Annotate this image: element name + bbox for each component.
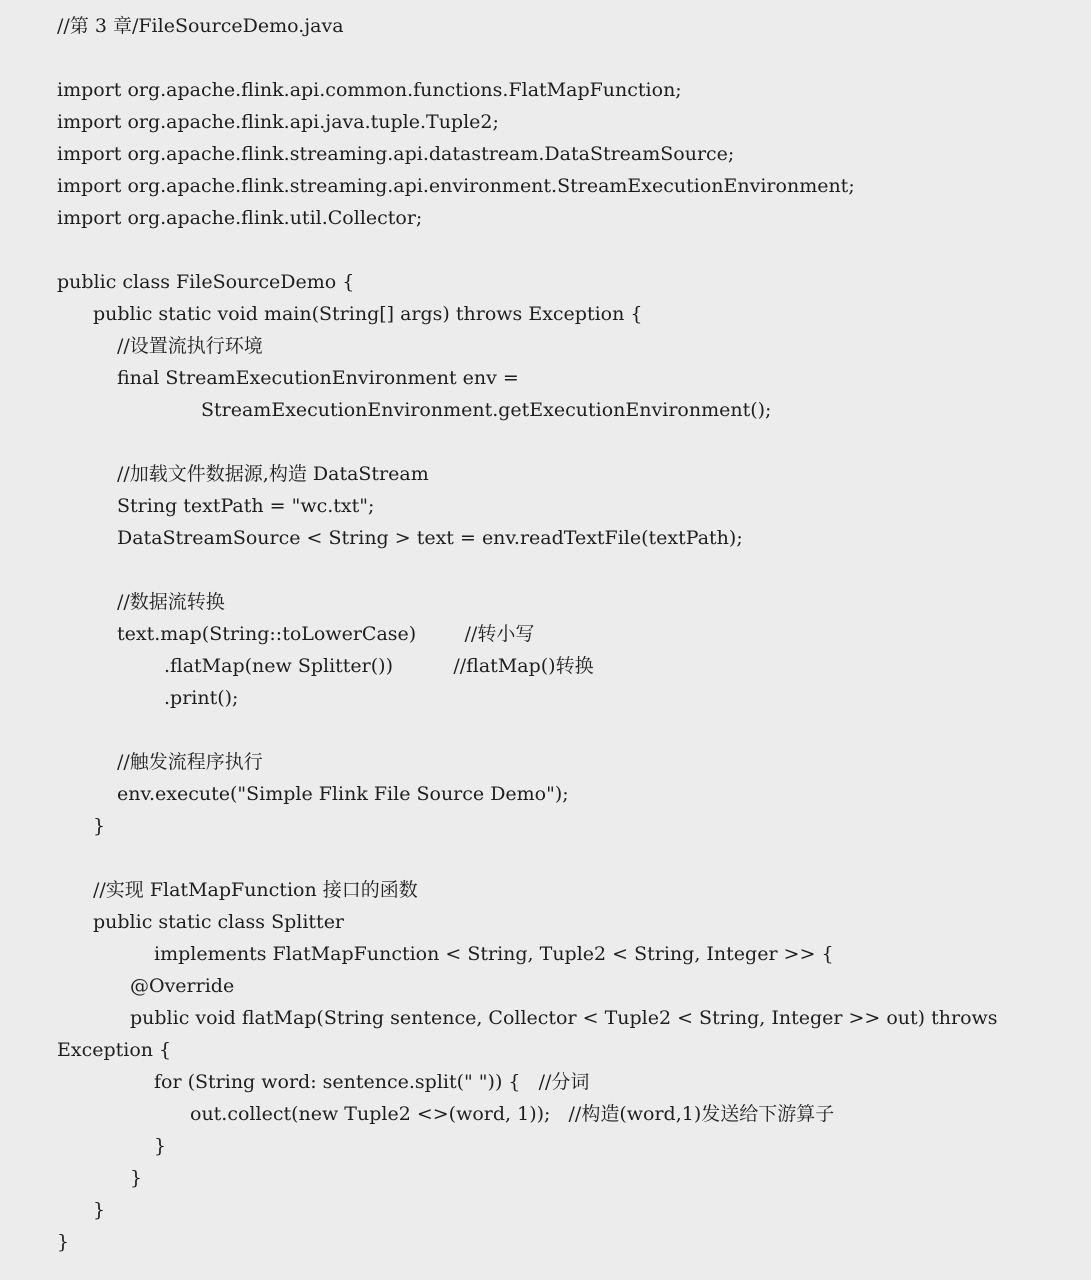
code-line: import org.apache.flink.streaming.api.datastream.DataStreamSource; [57, 143, 735, 165]
code-line: final StreamExecutionEnvironment env = [117, 367, 519, 389]
code-line: String textPath = "wc.txt"; [117, 495, 375, 517]
code-line: public static void main(String[] args) throws Exception { [93, 303, 643, 325]
code-line: for (String word: sentence.split(" ")) { //分词 [154, 1071, 590, 1093]
code-comment: //数据流转换 [117, 591, 225, 613]
code-line: StreamExecutionEnvironment.getExecutionEnvironment(); [201, 399, 772, 421]
code-line: DataStreamSource < String > text = env.readTextFile(textPath); [117, 527, 743, 549]
code-line: } [57, 1231, 70, 1253]
code-comment: //加载文件数据源,构造 DataStream [117, 463, 429, 485]
code-line: } [93, 1199, 106, 1221]
code-line: Exception { [57, 1039, 172, 1061]
code-line: text.map(String::toLowerCase) //转小写 [117, 623, 535, 645]
code-line: out.collect(new Tuple2 <>(word, 1)); //构造(word,1)发送给下游算子 [190, 1103, 835, 1125]
code-line: implements FlatMapFunction < String, Tuple2 < String, Integer >> { [154, 943, 834, 965]
code-line: import org.apache.flink.api.java.tuple.Tuple2; [57, 111, 499, 133]
code-line: public static class Splitter [93, 911, 345, 933]
code-line: import org.apache.flink.api.common.functions.FlatMapFunction; [57, 79, 682, 101]
code-line: public class FileSourceDemo { [57, 271, 355, 293]
code-line: import org.apache.flink.util.Collector; [57, 207, 423, 229]
code-line: @Override [130, 975, 235, 997]
code-line: public void flatMap(String sentence, Collector < Tuple2 < String, Integer >> out) throws [130, 1007, 998, 1029]
code-comment: //设置流执行环境 [117, 335, 263, 357]
code-line: } [154, 1135, 167, 1157]
code-line: env.execute("Simple Flink File Source Demo"); [117, 783, 569, 805]
code-line: .flatMap(new Splitter()) //flatMap()转换 [164, 655, 594, 677]
code-line: .print(); [164, 687, 239, 709]
code-line: //第 3 章/FileSourceDemo.java [57, 15, 344, 37]
code-comment: //实现 FlatMapFunction 接口的函数 [93, 879, 418, 901]
code-line: import org.apache.flink.streaming.api.environment.StreamExecutionEnvironment; [57, 175, 855, 197]
code-line: } [130, 1167, 143, 1189]
code-comment: //触发流程序执行 [117, 751, 263, 773]
code-line: } [93, 815, 106, 837]
